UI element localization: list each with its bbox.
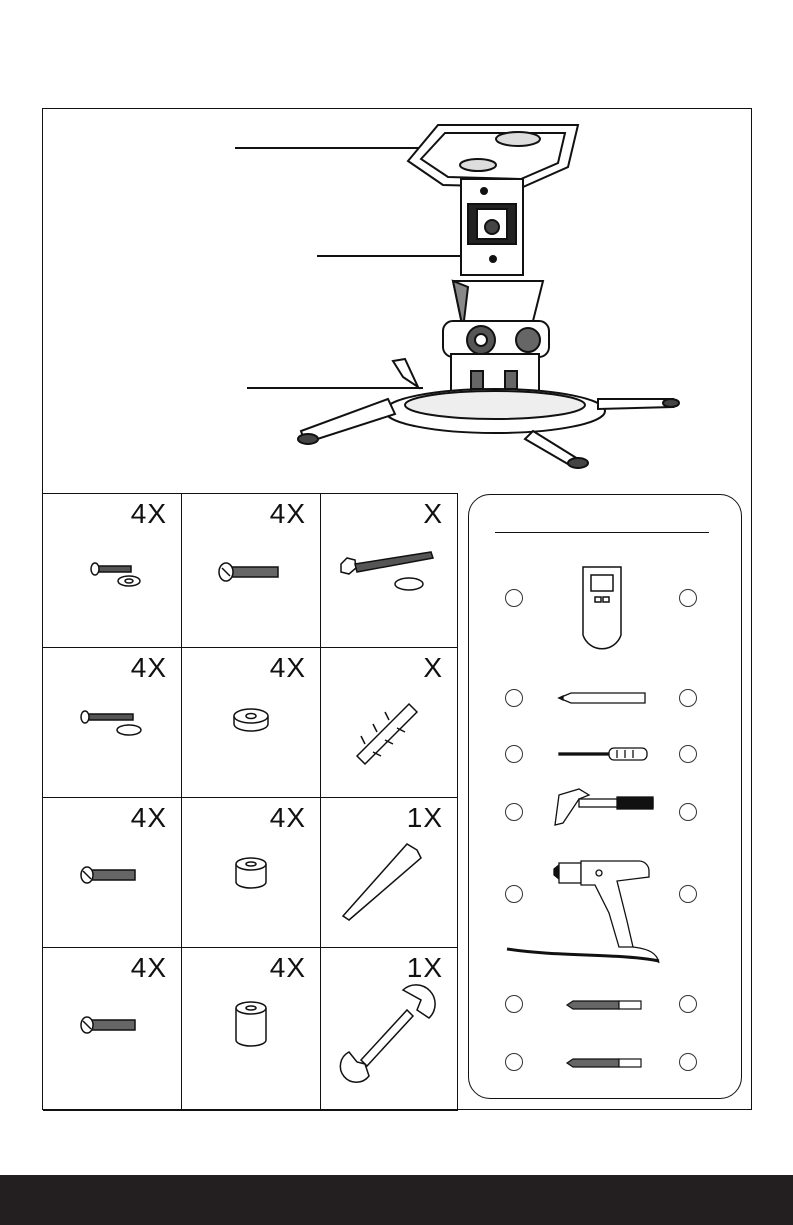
tool-row-pencil <box>469 687 741 711</box>
tool-checkbox[interactable] <box>505 803 523 821</box>
hardware-cell <box>182 798 321 948</box>
quantity-label: X <box>423 652 443 683</box>
hardware-cell <box>182 948 321 1111</box>
hammer-icon <box>549 783 659 833</box>
tool-checkbox[interactable] <box>679 803 697 821</box>
hardware-cell <box>43 648 182 798</box>
hardware-cell <box>321 494 458 648</box>
lag-bolt-with-washer-icon <box>321 494 458 648</box>
quantity-label: 1X <box>406 952 443 983</box>
wall-anchor-icon <box>321 648 458 798</box>
content-frame <box>42 108 752 1110</box>
hardware-cell <box>321 798 458 948</box>
drill-bit-icon <box>565 999 645 1011</box>
tool-row-drill-bit <box>469 1051 741 1075</box>
washer-icon <box>182 648 321 798</box>
quantity-label: 4X <box>269 498 306 529</box>
tool-checkbox[interactable] <box>679 885 697 903</box>
tool-checkbox[interactable] <box>505 689 523 707</box>
tool-row-stud-finder <box>469 565 741 655</box>
tool-checkbox[interactable] <box>679 1053 697 1071</box>
bolt-icon <box>182 494 321 648</box>
pencil-icon <box>557 691 647 705</box>
tool-row-hammer <box>469 783 741 833</box>
drill-icon <box>499 857 679 965</box>
tool-checkbox[interactable] <box>679 745 697 763</box>
drill-bit-icon <box>565 1057 645 1069</box>
tool-checkbox[interactable] <box>679 589 697 607</box>
hardware-cell <box>182 494 321 648</box>
hardware-cell <box>182 648 321 798</box>
tool-checkbox[interactable] <box>679 689 697 707</box>
tool-checkbox[interactable] <box>679 995 697 1013</box>
quantity-label: 4X <box>130 952 167 983</box>
projector-ceiling-mount-icon <box>43 109 751 493</box>
bolt-icon <box>43 798 182 948</box>
bolt-icon <box>43 948 182 1111</box>
quantity-label: 4X <box>269 802 306 833</box>
tool-checkbox[interactable] <box>505 995 523 1013</box>
footer-bar <box>0 1175 793 1225</box>
quantity-label: 4X <box>130 802 167 833</box>
spacer-icon <box>182 798 321 948</box>
tool-row-screwdriver <box>469 743 741 767</box>
hardware-cell <box>43 798 182 948</box>
hardware-cell <box>43 948 182 1111</box>
tools-required-panel <box>468 494 742 1099</box>
hardware-cell <box>321 948 458 1111</box>
quantity-label: X <box>423 498 443 529</box>
hardware-cell <box>43 494 182 648</box>
panel-title-underline <box>495 532 709 533</box>
tool-row-drill <box>469 857 741 965</box>
hardware-cell <box>321 648 458 798</box>
wrench-icon <box>321 948 458 1111</box>
short-bolt-with-washer-icon <box>43 494 182 648</box>
tool-checkbox[interactable] <box>505 1053 523 1071</box>
quantity-label: 1X <box>406 802 443 833</box>
hardware-grid <box>43 493 458 1111</box>
quantity-label: 4X <box>269 952 306 983</box>
quantity-label: 4X <box>130 498 167 529</box>
allen-key-icon <box>321 798 458 948</box>
tool-checkbox[interactable] <box>505 745 523 763</box>
stud-finder-icon <box>579 565 625 655</box>
quantity-label: 4X <box>269 652 306 683</box>
quantity-label: 4X <box>130 652 167 683</box>
long-bolt-with-washer-icon <box>43 648 182 798</box>
tall-spacer-icon <box>182 948 321 1111</box>
tool-checkbox[interactable] <box>505 589 523 607</box>
tool-row-drill-bit <box>469 993 741 1017</box>
screwdriver-icon <box>557 746 651 762</box>
